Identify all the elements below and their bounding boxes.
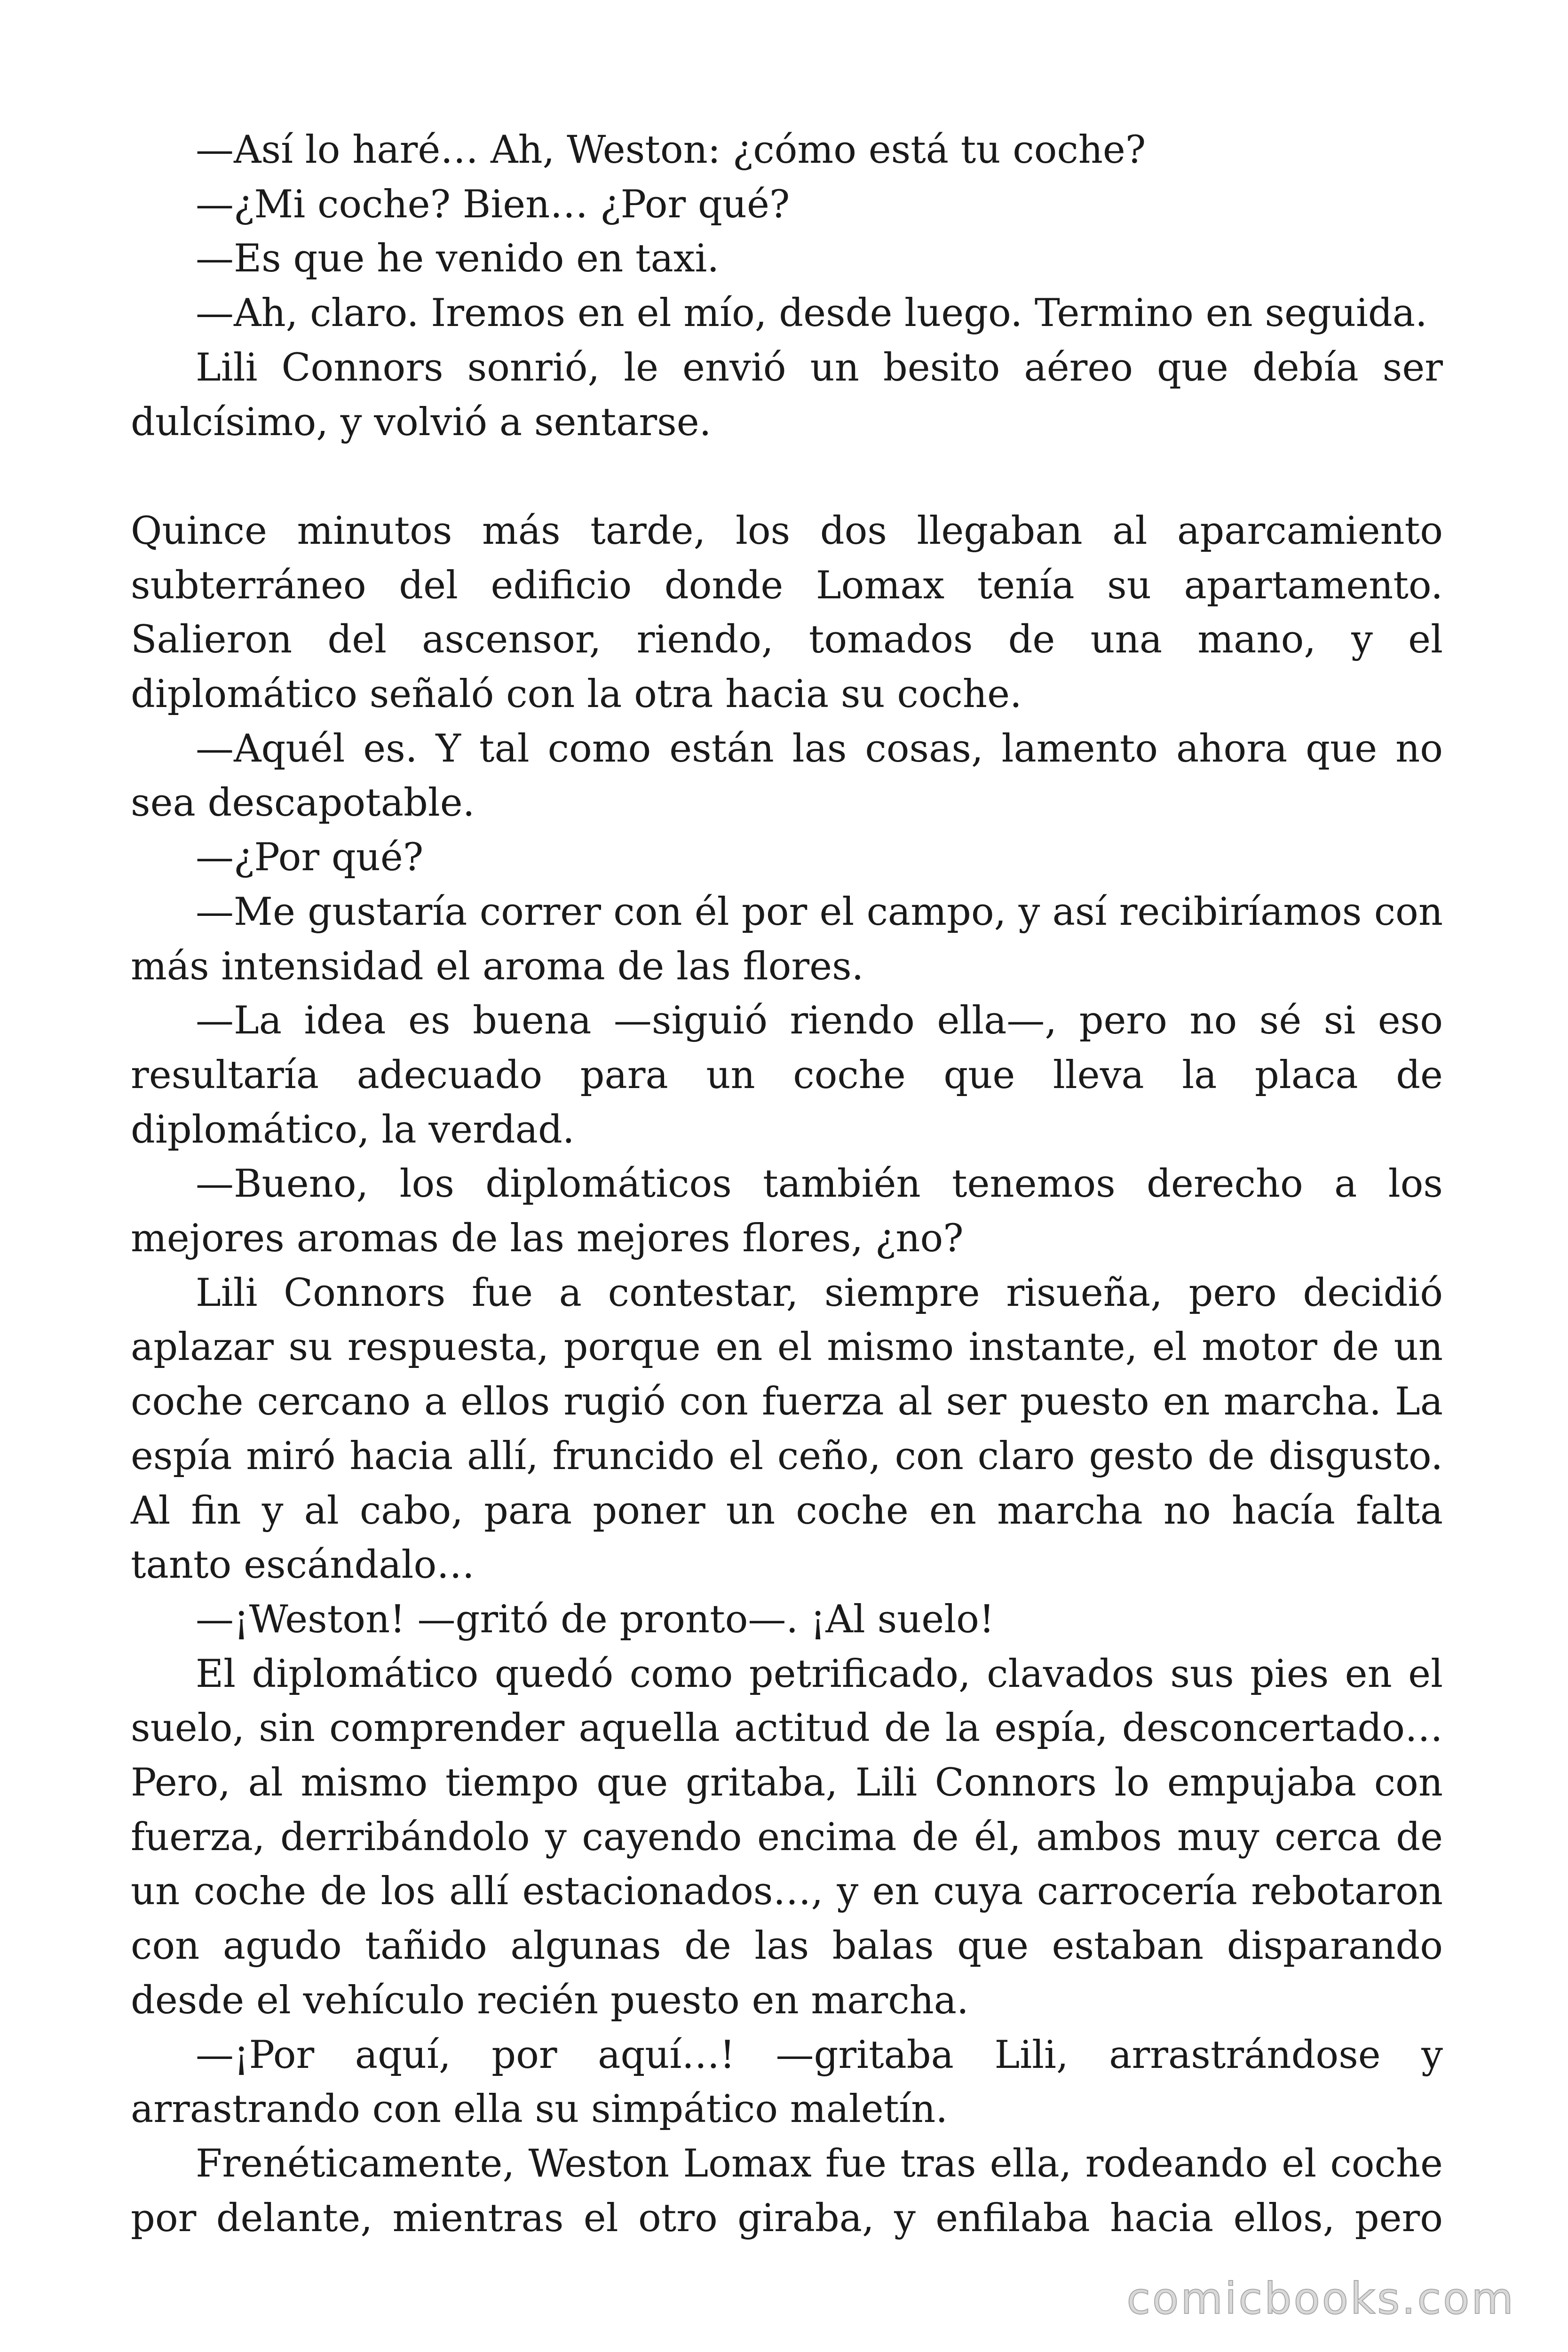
paragraph: —Me gustaría correr con él por el campo, y así recibiríamos con más intensidad el aroma de las flores. (131, 890, 1443, 989)
paragraph: —¡Weston! —gritó de pronto—. ¡Al suelo! (196, 1597, 995, 1642)
paragraph: —¿Mi coche? Bien… ¿Por qué? (196, 182, 790, 227)
body-text (131, 123, 1443, 2246)
paragraph: El diplomático quedó como petrificado, clavados sus pies en el suelo, sin comprender aquella actitud de la espía, desconcertado… Pero, al mismo tiempo que gritaba, Lili Connors lo empujaba con fuerza, derribándolo y cayendo encima de él, ambos muy cerca de un coche de los allí estacionados…, y en cuya carrocería rebotaron con agudo tañido algunas de las balas que estaban disparando desde el vehículo recién puesto en marcha. (131, 1652, 1443, 2023)
paragraph: —La idea es buena —siguió riendo ella—, pero no sé si eso resultaría adecuado para un coche que lleva la placa de diplomático, la verdad. (131, 999, 1443, 1152)
paragraph: —Aquél es. Y tal como están las cosas, lamento ahora que no sea descapotable. (131, 726, 1443, 826)
paragraph: —Así lo haré… Ah, Weston: ¿cómo está tu coche? (196, 128, 1146, 172)
paragraph: Lili Connors fue a contestar, siempre risueña, pero decidió aplazar su respuesta, porque en el mismo instante, el motor de un coche cercano a ellos rugió con fuerza al ser puesto en marcha. La espía miró hacia allí, fruncido el ceño, con claro gesto de disgusto. Al fin y al cabo, para poner un coche en marcha no hacía falta tanto escándalo… (131, 1271, 1443, 1588)
paragraph: Quince minutos más tarde, los dos llegaban al aparcamiento subterráneo del edificio donde Lomax tenía su apartamento. Salieron del ascensor, riendo, tomados de una mano, y el diplomático señaló con la otra hacia su coche. (131, 509, 1443, 717)
paragraph: —¿Por qué? (196, 835, 424, 880)
paragraph: —Ah, claro. Iremos en el mío, desde luego. Termino en seguida. (196, 291, 1427, 336)
paragraph: —Bueno, los diplomáticos también tenemos derecho a los mejores aromas de las mejores flores, ¿no? (131, 1162, 1443, 1261)
paragraph: —¡Por aquí, por aquí…! —gritaba Lili, arrastrándose y arrastrando con ella su simpático maletín. (131, 2033, 1443, 2132)
paragraph: —Es que he venido en taxi. (196, 237, 720, 281)
paragraph: Frenéticamente, Weston Lomax fue tras ella, rodeando el coche por delante, mientras el otro giraba, y enfilaba hacia ellos, pero (131, 2142, 1443, 2241)
watermark: comicbooks.com (1126, 2273, 1515, 2324)
paragraph: Lili Connors sonrió, le envió un besito aéreo que debía ser dulcísimo, y volvió a sentarse. (131, 345, 1443, 445)
